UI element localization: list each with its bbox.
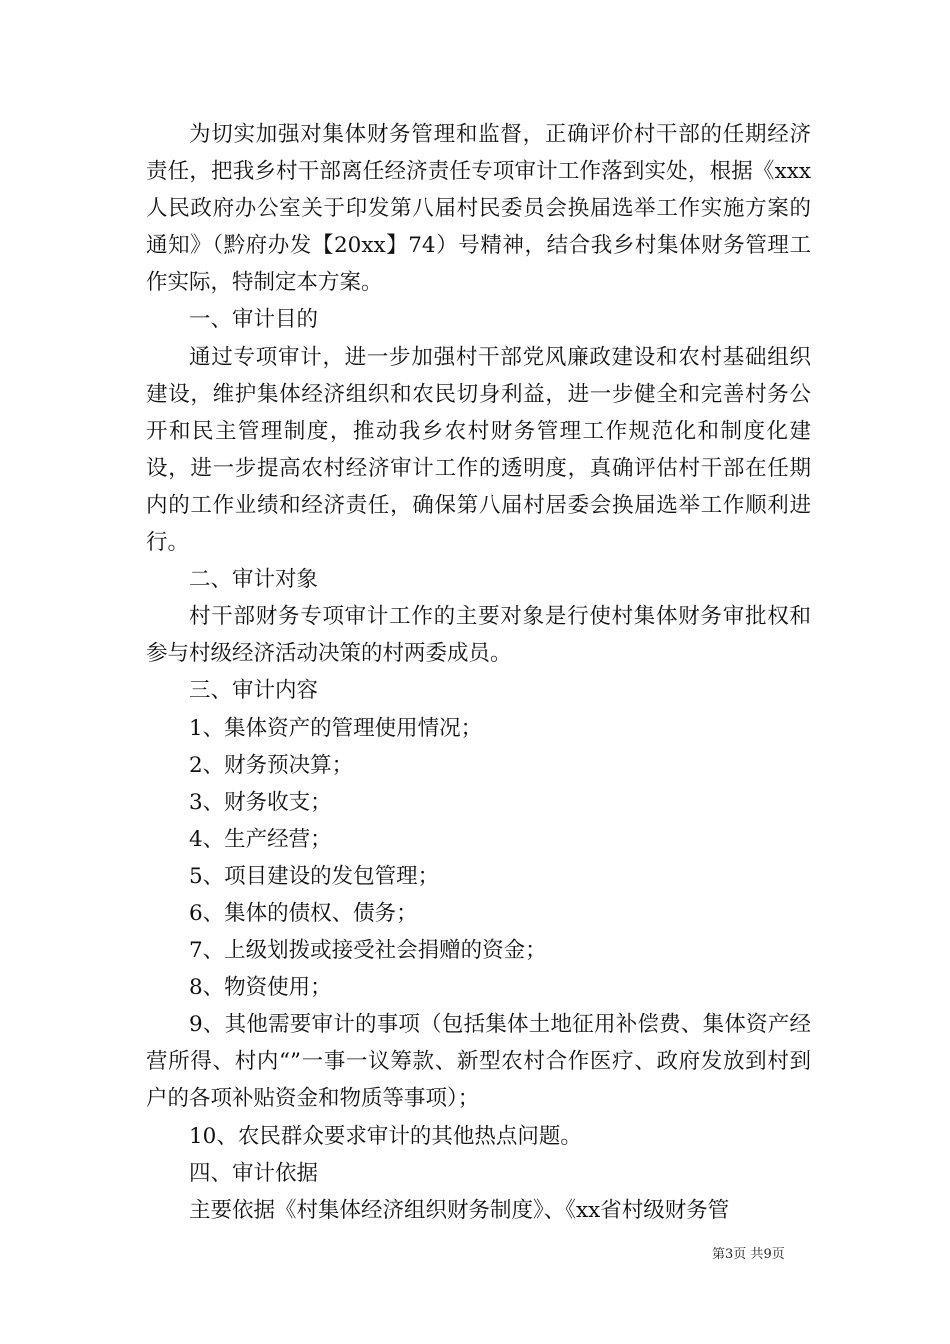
- current-page-number: 3: [725, 1247, 734, 1262]
- footer-prefix: 第: [712, 1247, 726, 1262]
- document-body: [146, 116, 811, 1229]
- section-heading-audit-target: 二、审计对象: [189, 567, 319, 593]
- footer-suffix: 页: [771, 1247, 785, 1262]
- section-heading-audit-content: 三、审计内容: [189, 678, 319, 704]
- list-item: 6、集体的债权、债务；: [189, 900, 418, 926]
- footer-middle: 页 共: [733, 1247, 764, 1262]
- audit-purpose-paragraph: 通过专项审计，进一步加强村干部党风廉政建设和农村基础组织建设，维护集体经济组织和农民切身利益，进一步健全和完善村务公开和民主管理制度，推动我乡农村财务管理工作规范化和制度化建设，进一步提高农村经济审计工作的透明度，真确评估村干部在任期内的工作业绩和经济责任，确保第八届村居委会换届选举工作顺利进行。: [146, 344, 811, 556]
- list-item: 5、项目建设的发包管理；: [189, 863, 440, 889]
- list-item: 8、物资使用；: [189, 975, 332, 1001]
- intro-paragraph: 为切实加强对集体财务管理和监督，正确评价村干部的任期经济责任，把我乡村干部离任经济责任专项审计工作落到实处，根据《xxx人民政府办公室关于印发第八届村民委员会换届选举工作实施方案的通知》（黔府办发【20xx】74）号精神，结合我乡村集体财务管理工作实际，特制定本方案。: [146, 122, 811, 296]
- page-number-footer: [712, 1247, 785, 1263]
- list-item: 7、上级划拨或接受社会捐赠的资金；: [189, 938, 547, 964]
- audit-basis-paragraph: 主要依据《村集体经济组织财务制度》、《xx省村级财务管: [189, 1197, 730, 1223]
- list-item: 2、财务预决算；: [189, 752, 354, 778]
- list-item: 9、其他需要审计的事项（包括集体土地征用补偿费、集体资产经营所得、村内“”一事一议筹款、新型农村合作医疗、政府发放到村到户的各项补贴资金和物质等事项）；: [146, 1012, 811, 1112]
- list-item: 3、财务收支；: [189, 789, 332, 815]
- section-heading-audit-basis: 四、审计依据: [189, 1160, 319, 1186]
- total-page-number: 9: [763, 1247, 772, 1262]
- list-item: 10、农民群众要求审计的其他热点问题。: [189, 1123, 582, 1149]
- section-heading-audit-purpose: 一、审计目的: [189, 307, 319, 333]
- audit-target-paragraph: 村干部财务专项审计工作的主要对象是行使村集体财务审批权和参与村级经济活动决策的村两委成员。: [146, 604, 811, 667]
- list-item: 1、集体资产的管理使用情况；: [189, 715, 483, 741]
- audit-content-list: [146, 710, 811, 1155]
- list-item: 4、生产经营；: [189, 826, 332, 852]
